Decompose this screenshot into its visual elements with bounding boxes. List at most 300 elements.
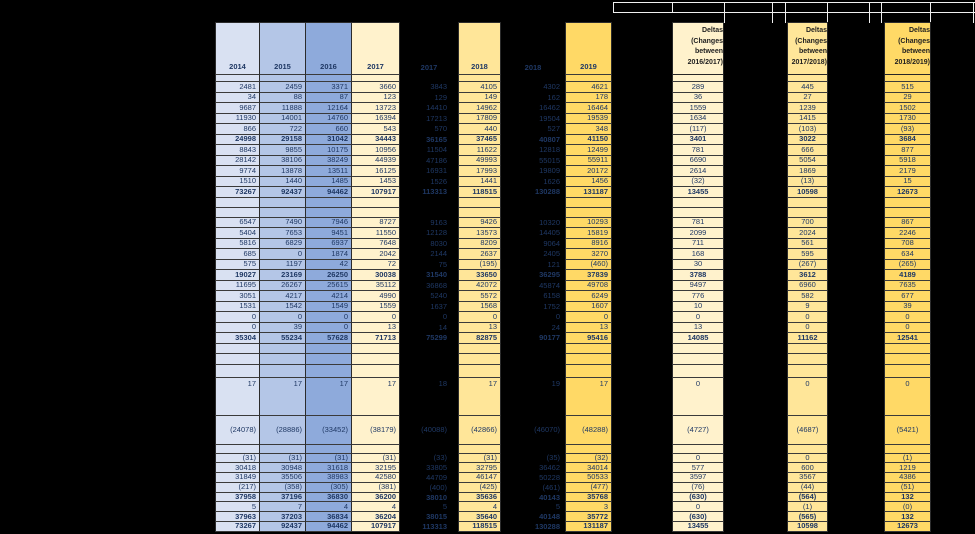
cell-delta-2016-2017[interactable]: (32)	[672, 177, 724, 188]
cell-2017[interactable]: 3660	[352, 82, 400, 93]
cell-2017[interactable]: 16125	[352, 166, 400, 177]
cell-delta-2017-2018[interactable]	[787, 365, 828, 378]
cell-2014[interactable]: 3051	[215, 291, 260, 302]
cell-2018-dark[interactable]: 14405	[539, 228, 560, 238]
cell-2018[interactable]: 17993	[458, 166, 501, 177]
cell-2014[interactable]: 5	[215, 502, 260, 512]
cell-2014[interactable]: 0	[215, 323, 260, 334]
cell-2017[interactable]	[352, 344, 400, 355]
cell-delta-2018-2019[interactable]	[884, 445, 931, 454]
cell-delta-2017-2018[interactable]: 10598	[787, 522, 828, 532]
cell-delta-2018-2019[interactable]	[884, 344, 931, 355]
cell-delta-2018-2019[interactable]: 677	[884, 291, 931, 302]
cell-2018-dark[interactable]: 10320	[539, 217, 560, 227]
cell-2019[interactable]: 41150	[565, 135, 612, 146]
cell-2015[interactable]: (358)	[260, 483, 306, 493]
cell-delta-2016-2017[interactable]: 577	[672, 463, 724, 473]
cell-delta-2016-2017[interactable]: 3401	[672, 135, 724, 146]
cell-2018[interactable]	[458, 365, 501, 378]
cell-delta-2017-2018[interactable]	[787, 75, 828, 82]
cell-2015[interactable]: 37196	[260, 493, 306, 503]
cell-2014[interactable]: 575	[215, 260, 260, 271]
cell-2018[interactable]: 49993	[458, 156, 501, 167]
cell-delta-2017-2018[interactable]: 445	[787, 82, 828, 93]
cell-2016[interactable]: 3371	[306, 82, 352, 93]
cell-delta-2018-2019[interactable]	[884, 208, 931, 218]
cell-delta-2016-2017[interactable]	[672, 208, 724, 218]
cell-2018-dark[interactable]: 24	[551, 322, 560, 332]
cell-delta-2018-2019[interactable]: (1)	[884, 454, 931, 464]
cell-2019[interactable]	[565, 365, 612, 378]
cell-2017[interactable]: 72	[352, 260, 400, 271]
cell-2018[interactable]: 11622	[458, 145, 501, 156]
cell-2019[interactable]	[565, 75, 612, 82]
cell-2015[interactable]: (31)	[260, 454, 306, 464]
cell-2017-dark[interactable]: 12128	[426, 228, 447, 238]
cell-2018-dark[interactable]: 12818	[539, 145, 560, 155]
cell-2018-dark[interactable]	[501, 208, 565, 218]
cell-2018-dark[interactable]: 19	[551, 378, 560, 388]
cell-2018[interactable]: 33650	[458, 270, 501, 281]
cell-2017-dark[interactable]: 36868	[426, 280, 447, 290]
cell-2018-dark[interactable]	[501, 344, 565, 355]
cell-2016[interactable]: 36834	[306, 512, 352, 522]
cell-2016[interactable]: 6937	[306, 239, 352, 250]
worksheet-table[interactable]	[215, 22, 931, 532]
cell-2017[interactable]: 42580	[352, 473, 400, 483]
cell-delta-2016-2017[interactable]: 1634	[672, 114, 724, 125]
cell-2017[interactable]: 7648	[352, 239, 400, 250]
cell-2019[interactable]: 13	[565, 323, 612, 334]
cell-delta-2016-2017[interactable]	[672, 75, 724, 82]
cell-2014[interactable]: 28142	[215, 156, 260, 167]
cell-2018[interactable]	[458, 354, 501, 365]
col-header-2018-dark[interactable]: 2018	[524, 63, 542, 72]
cell-2018-dark[interactable]	[501, 365, 565, 378]
cell-2019[interactable]: 0	[565, 312, 612, 323]
cell-2017-dark[interactable]: 36165	[426, 134, 447, 144]
cell-2017-dark[interactable]: 38010	[426, 492, 447, 502]
cell-2014[interactable]	[215, 208, 260, 218]
cell-2019[interactable]	[565, 344, 612, 355]
cell-delta-2017-2018[interactable]: 6960	[787, 281, 828, 292]
cell-2017[interactable]: 107917	[352, 522, 400, 532]
cell-2017[interactable]	[352, 208, 400, 218]
cell-2019[interactable]: 178	[565, 93, 612, 104]
cell-2019[interactable]: 3270	[565, 249, 612, 260]
cell-2019[interactable]: 8916	[565, 239, 612, 250]
cell-2019[interactable]: 55911	[565, 156, 612, 167]
cell-delta-2018-2019[interactable]: 12673	[884, 187, 931, 198]
cell-delta-2016-2017[interactable]	[672, 445, 724, 454]
cell-2016[interactable]: 12164	[306, 103, 352, 114]
cell-2015[interactable]	[260, 354, 306, 365]
cell-2017-dark[interactable]	[400, 365, 458, 378]
cell-2016[interactable]: 94462	[306, 187, 352, 198]
cell-delta-2018-2019[interactable]: 515	[884, 82, 931, 93]
cell-delta-2016-2017[interactable]: 289	[672, 82, 724, 93]
cell-delta-2018-2019[interactable]: 0	[884, 323, 931, 334]
cell-delta-2016-2017[interactable]: 14085	[672, 333, 724, 344]
cell-2017-dark[interactable]	[400, 445, 458, 454]
cell-delta-2016-2017[interactable]: 3788	[672, 270, 724, 281]
cell-2016[interactable]	[306, 198, 352, 208]
cell-delta-2018-2019[interactable]: 132	[884, 512, 931, 522]
cell-2015[interactable]: 7	[260, 502, 306, 512]
cell-2018-dark[interactable]: (461)	[542, 482, 560, 492]
cell-delta-2017-2018[interactable]: 0	[787, 312, 828, 323]
cell-2017-dark[interactable]: 11504	[426, 145, 447, 155]
cell-2014[interactable]: 1510	[215, 177, 260, 188]
cell-delta-2016-2017[interactable]: 776	[672, 291, 724, 302]
cell-2017-dark[interactable]: 16931	[426, 166, 447, 176]
cell-2015[interactable]: 92437	[260, 187, 306, 198]
cell-2016[interactable]: 7946	[306, 218, 352, 229]
cell-2016[interactable]	[306, 354, 352, 365]
cell-2014[interactable]: 24998	[215, 135, 260, 146]
cell-2014[interactable]	[215, 365, 260, 378]
cell-2015[interactable]	[260, 75, 306, 82]
cell-delta-2017-2018[interactable]: 1869	[787, 166, 828, 177]
cell-2014[interactable]: 5816	[215, 239, 260, 250]
cell-delta-2018-2019[interactable]: 132	[884, 493, 931, 503]
cell-2014[interactable]: 37963	[215, 512, 260, 522]
cell-2015[interactable]: 38106	[260, 156, 306, 167]
cell-2017[interactable]	[352, 445, 400, 454]
cell-2018[interactable]: (31)	[458, 454, 501, 464]
cell-2016[interactable]	[306, 75, 352, 82]
cell-2018[interactable]: (42866)	[458, 416, 501, 445]
cell-2018-dark[interactable]: 36462	[539, 463, 560, 473]
cell-2015[interactable]: 23169	[260, 270, 306, 281]
cell-delta-2018-2019[interactable]: 5918	[884, 156, 931, 167]
cell-2015[interactable]: 92437	[260, 522, 306, 532]
cell-2017[interactable]	[352, 75, 400, 82]
cell-2019[interactable]: (460)	[565, 260, 612, 271]
cell-2018[interactable]	[458, 208, 501, 218]
col-header-2015[interactable]: 2015	[260, 22, 306, 75]
cell-2016[interactable]: 25615	[306, 281, 352, 292]
cell-delta-2016-2017[interactable]: 2099	[672, 228, 724, 239]
cell-2017[interactable]: 8727	[352, 218, 400, 229]
cell-delta-2016-2017[interactable]: (4727)	[672, 416, 724, 445]
cell-2017[interactable]: (31)	[352, 454, 400, 464]
cell-2018-dark[interactable]: 19809	[539, 166, 560, 176]
cell-2017[interactable]: 13723	[352, 103, 400, 114]
col-header-2019[interactable]: 2019	[565, 22, 612, 75]
cell-2016[interactable]: (305)	[306, 483, 352, 493]
cell-2015[interactable]: 0	[260, 312, 306, 323]
cell-2017[interactable]	[352, 365, 400, 378]
cell-2014[interactable]: 9687	[215, 103, 260, 114]
cell-delta-2017-2018[interactable]: (4687)	[787, 416, 828, 445]
cell-delta-2018-2019[interactable]: 12541	[884, 333, 931, 344]
cell-2014[interactable]: 35304	[215, 333, 260, 344]
cell-2019[interactable]: 35768	[565, 493, 612, 503]
cell-2014[interactable]: 30418	[215, 463, 260, 473]
cell-delta-2018-2019[interactable]: 867	[884, 218, 931, 229]
cell-delta-2018-2019[interactable]: (5421)	[884, 416, 931, 445]
cell-2018[interactable]: 1568	[458, 302, 501, 313]
cell-2018[interactable]: 13	[458, 323, 501, 334]
cell-delta-2017-2018[interactable]: 1415	[787, 114, 828, 125]
col-header-2017-dark[interactable]: 2017	[420, 63, 438, 72]
cell-2018[interactable]: 1441	[458, 177, 501, 188]
cell-delta-2018-2019[interactable]: 0	[884, 312, 931, 323]
cell-2016[interactable]: 36830	[306, 493, 352, 503]
cell-2018[interactable]: 14962	[458, 103, 501, 114]
cell-2019[interactable]	[565, 354, 612, 365]
cell-2017[interactable]: 30038	[352, 270, 400, 281]
cell-2014[interactable]	[215, 354, 260, 365]
cell-2017-dark[interactable]	[400, 208, 458, 218]
col-header-2017[interactable]: 2017	[352, 22, 400, 75]
cell-delta-2016-2017[interactable]: 168	[672, 249, 724, 260]
cell-2015[interactable]: 13878	[260, 166, 306, 177]
cell-2018[interactable]	[458, 75, 501, 82]
cell-delta-2017-2018[interactable]	[787, 208, 828, 218]
cell-2017-dark[interactable]: 44709	[426, 473, 447, 482]
cell-delta-2018-2019[interactable]: 877	[884, 145, 931, 156]
cell-delta-2016-2017[interactable]	[672, 198, 724, 208]
cell-2017[interactable]: (381)	[352, 483, 400, 493]
cell-2017[interactable]: 71713	[352, 333, 400, 344]
cell-delta-2018-2019[interactable]: (0)	[884, 502, 931, 512]
cell-delta-2016-2017[interactable]: 30	[672, 260, 724, 271]
cell-delta-2016-2017[interactable]: 711	[672, 239, 724, 250]
cell-2017[interactable]: 4990	[352, 291, 400, 302]
cell-2014[interactable]: 6547	[215, 218, 260, 229]
cell-delta-2018-2019[interactable]: 634	[884, 249, 931, 260]
cell-2015[interactable]: 0	[260, 249, 306, 260]
cell-2015[interactable]: 4217	[260, 291, 306, 302]
cell-delta-2016-2017[interactable]: 0	[672, 378, 724, 416]
cell-delta-2018-2019[interactable]: 29	[884, 93, 931, 104]
cell-delta-2017-2018[interactable]: 3022	[787, 135, 828, 146]
cell-2015[interactable]	[260, 198, 306, 208]
cell-2019[interactable]: 131187	[565, 522, 612, 532]
cell-2015[interactable]: 1197	[260, 260, 306, 271]
cell-2016[interactable]: 17	[306, 378, 352, 416]
cell-delta-2016-2017[interactable]: 0	[672, 312, 724, 323]
cell-2015[interactable]: 39	[260, 323, 306, 334]
cell-2018-dark[interactable]: 4302	[543, 82, 560, 92]
cell-2016[interactable]: 0	[306, 323, 352, 334]
cell-2014[interactable]: 73267	[215, 187, 260, 198]
cell-2017-dark[interactable]: 47186	[426, 155, 447, 165]
cell-delta-2018-2019[interactable]	[884, 354, 931, 365]
cell-2016[interactable]: 94462	[306, 522, 352, 532]
cell-delta-2016-2017[interactable]: 36	[672, 93, 724, 104]
cell-delta-2018-2019[interactable]: 1219	[884, 463, 931, 473]
cell-delta-2017-2018[interactable]: 27	[787, 93, 828, 104]
cell-2017[interactable]: 0	[352, 312, 400, 323]
cell-delta-2018-2019[interactable]	[884, 365, 931, 378]
cell-2018[interactable]: 4105	[458, 82, 501, 93]
cell-delta-2016-2017[interactable]: (630)	[672, 493, 724, 503]
cell-2017-dark[interactable]: 31540	[426, 270, 447, 280]
cell-2018-dark[interactable]: 121	[547, 259, 560, 269]
cell-delta-2017-2018[interactable]: (103)	[787, 124, 828, 135]
cell-2018[interactable]: 9426	[458, 218, 501, 229]
cell-2018-dark[interactable]: 90177	[539, 333, 560, 343]
cell-2017[interactable]: 123	[352, 93, 400, 104]
cell-2018-dark[interactable]: 527	[547, 124, 560, 134]
cell-2017-dark[interactable]	[400, 344, 458, 355]
cell-2018[interactable]: 32795	[458, 463, 501, 473]
cell-delta-2016-2017[interactable]: 9497	[672, 281, 724, 292]
cell-2018[interactable]	[458, 198, 501, 208]
cell-2018-dark[interactable]	[501, 445, 565, 454]
cell-2014[interactable]: 2481	[215, 82, 260, 93]
cell-delta-2018-2019[interactable]: 708	[884, 239, 931, 250]
cell-2016[interactable]: 14760	[306, 114, 352, 125]
cell-2015[interactable]: 722	[260, 124, 306, 135]
cell-2016[interactable]: 10175	[306, 145, 352, 156]
cell-2018[interactable]: 118515	[458, 522, 501, 532]
cell-delta-2017-2018[interactable]: 11162	[787, 333, 828, 344]
cell-2019[interactable]: 12499	[565, 145, 612, 156]
cell-2019[interactable]: 3	[565, 502, 612, 512]
cell-delta-2017-2018[interactable]: 0	[787, 323, 828, 334]
cell-2017[interactable]: 2042	[352, 249, 400, 260]
cell-2017-dark[interactable]: (33)	[433, 453, 447, 463]
cell-2019[interactable]: 10293	[565, 218, 612, 229]
cell-delta-2018-2019[interactable]: 3684	[884, 135, 931, 146]
cell-delta-2018-2019[interactable]: 15	[884, 177, 931, 188]
cell-delta-2017-2018[interactable]: 0	[787, 378, 828, 416]
cell-2017-dark[interactable]: 570	[434, 124, 447, 134]
cell-2018[interactable]: 4	[458, 502, 501, 512]
cell-delta-2017-2018[interactable]: 10598	[787, 187, 828, 198]
cell-2014[interactable]: (31)	[215, 454, 260, 464]
cell-2016[interactable]: 4214	[306, 291, 352, 302]
cell-2016[interactable]: (33452)	[306, 416, 352, 445]
cell-2018[interactable]: 118515	[458, 187, 501, 198]
cell-delta-2018-2019[interactable]	[884, 198, 931, 208]
cell-2017-dark[interactable]	[400, 75, 458, 82]
cell-2015[interactable]: 55234	[260, 333, 306, 344]
cell-delta-2018-2019[interactable]: 4189	[884, 270, 931, 281]
cell-2019[interactable]	[565, 445, 612, 454]
cell-2018[interactable]: 2637	[458, 249, 501, 260]
cell-delta-2017-2018[interactable]: (267)	[787, 260, 828, 271]
cell-2018[interactable]: 8209	[458, 239, 501, 250]
cell-delta-2017-2018[interactable]	[787, 445, 828, 454]
cell-2018-dark[interactable]: 40807	[539, 134, 560, 144]
cell-2014[interactable]: 34	[215, 93, 260, 104]
cell-2015[interactable]: 29158	[260, 135, 306, 146]
cell-2018-dark[interactable]: (46070)	[534, 425, 560, 434]
cell-delta-2017-2018[interactable]: 2024	[787, 228, 828, 239]
cell-2017-dark[interactable]: 0	[442, 312, 447, 322]
cell-2019[interactable]: 131187	[565, 187, 612, 198]
cell-delta-2016-2017[interactable]: 6690	[672, 156, 724, 167]
cell-2017-dark[interactable]: 5240	[430, 291, 447, 301]
cell-2015[interactable]: 1440	[260, 177, 306, 188]
cell-2015[interactable]: 7490	[260, 218, 306, 229]
cell-2017-dark[interactable]: (40088)	[421, 425, 447, 434]
cell-2018[interactable]: 82875	[458, 333, 501, 344]
cell-delta-2017-2018[interactable]	[787, 344, 828, 355]
cell-2018-dark[interactable]: 162	[547, 92, 560, 102]
cell-2017-dark[interactable]: 18	[438, 378, 447, 388]
cell-delta-2016-2017[interactable]: 0	[672, 502, 724, 512]
cell-2019[interactable]: 6249	[565, 291, 612, 302]
cell-2018[interactable]: 42072	[458, 281, 501, 292]
cell-2019[interactable]: 1456	[565, 177, 612, 188]
cell-2018-dark[interactable]	[501, 198, 565, 208]
cell-delta-2018-2019[interactable]: (51)	[884, 483, 931, 493]
cell-2017-dark[interactable]: 113313	[422, 522, 447, 531]
cell-2017-dark[interactable]: 75299	[426, 333, 447, 343]
cell-delta-2018-2019[interactable]: 2179	[884, 166, 931, 177]
cell-2014[interactable]: 1531	[215, 302, 260, 313]
cell-2015[interactable]: 1542	[260, 302, 306, 313]
cell-2017[interactable]: (38179)	[352, 416, 400, 445]
cell-2019[interactable]: 95416	[565, 333, 612, 344]
cell-delta-2016-2017[interactable]: (76)	[672, 483, 724, 493]
cell-2017[interactable]: 32195	[352, 463, 400, 473]
cell-2016[interactable]: 42	[306, 260, 352, 271]
cell-2014[interactable]	[215, 344, 260, 355]
cell-2017-dark[interactable]: 3843	[430, 82, 447, 92]
cell-2014[interactable]: 0	[215, 312, 260, 323]
cell-2018-dark[interactable]: 130288	[534, 187, 560, 197]
cell-2015[interactable]: 11888	[260, 103, 306, 114]
cell-delta-2017-2018[interactable]: 595	[787, 249, 828, 260]
cell-2016[interactable]: 31042	[306, 135, 352, 146]
cell-2014[interactable]: 31849	[215, 473, 260, 483]
cell-delta-2018-2019[interactable]: (93)	[884, 124, 931, 135]
cell-2017[interactable]: 4	[352, 502, 400, 512]
delta-column-header[interactable]	[787, 22, 828, 75]
cell-2019[interactable]: 37839	[565, 270, 612, 281]
cell-2014[interactable]: 37958	[215, 493, 260, 503]
cell-2017-dark[interactable]: 1637	[430, 301, 447, 311]
cell-2018-dark[interactable]: 55015	[539, 155, 560, 165]
cell-delta-2018-2019[interactable]: 7635	[884, 281, 931, 292]
cell-delta-2016-2017[interactable]: 0	[672, 454, 724, 464]
cell-delta-2017-2018[interactable]: 9	[787, 302, 828, 313]
cell-delta-2018-2019[interactable]: 1730	[884, 114, 931, 125]
cell-delta-2016-2017[interactable]: 13455	[672, 522, 724, 532]
cell-2016[interactable]: 660	[306, 124, 352, 135]
cell-2014[interactable]: 685	[215, 249, 260, 260]
cell-2017-dark[interactable]: 1526	[430, 176, 447, 186]
cell-2018[interactable]: 17809	[458, 114, 501, 125]
cell-2016[interactable]: 1874	[306, 249, 352, 260]
cell-2016[interactable]: 4	[306, 502, 352, 512]
cell-delta-2017-2018[interactable]: 3567	[787, 473, 828, 483]
cell-2017[interactable]: 36204	[352, 512, 400, 522]
cell-delta-2016-2017[interactable]: 2614	[672, 166, 724, 177]
cell-delta-2017-2018[interactable]: (565)	[787, 512, 828, 522]
cell-2019[interactable]: (48288)	[565, 416, 612, 445]
cell-delta-2016-2017[interactable]: (630)	[672, 512, 724, 522]
cell-2018[interactable]	[458, 445, 501, 454]
cell-delta-2017-2018[interactable]	[787, 354, 828, 365]
cell-2018[interactable]: 35636	[458, 493, 501, 503]
cell-2019[interactable]: 35772	[565, 512, 612, 522]
cell-2018-dark[interactable]: 9064	[543, 238, 560, 248]
cell-2015[interactable]: 88	[260, 93, 306, 104]
cell-2016[interactable]: 9451	[306, 228, 352, 239]
cell-2017[interactable]: 107917	[352, 187, 400, 198]
cell-2014[interactable]: 866	[215, 124, 260, 135]
cell-2018[interactable]: 440	[458, 124, 501, 135]
cell-delta-2016-2017[interactable]: 781	[672, 218, 724, 229]
